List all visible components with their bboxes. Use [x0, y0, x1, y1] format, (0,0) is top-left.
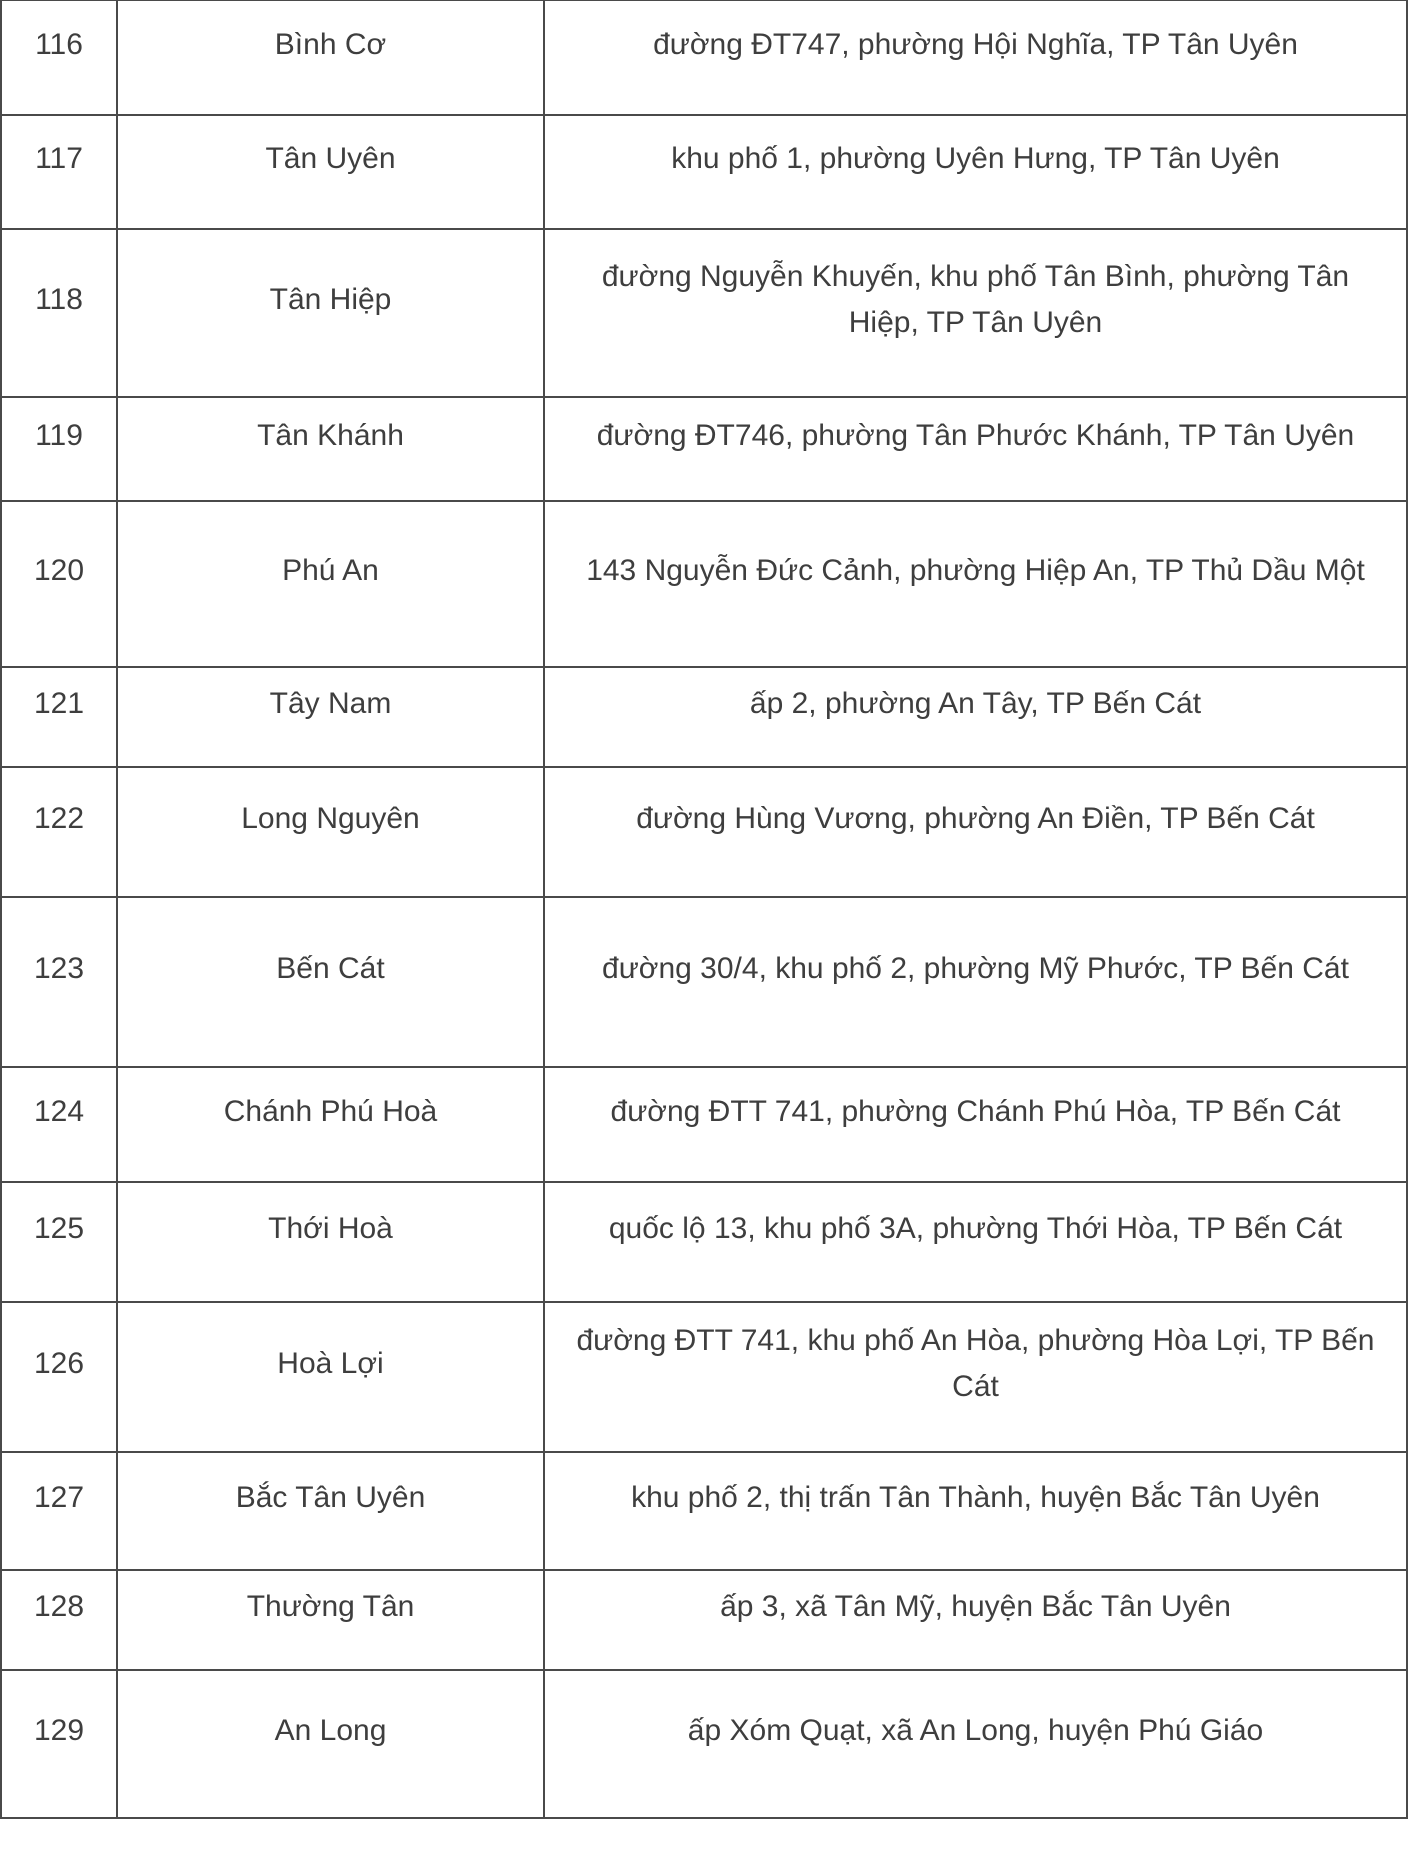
- location-address: đường Hùng Vương, phường An Điền, TP Bến Cát: [544, 767, 1407, 897]
- row-number: 118: [1, 229, 117, 397]
- location-address: đường ĐTT 741, khu phố An Hòa, phường Hòa Lợi, TP Bến Cát: [544, 1302, 1407, 1452]
- location-address: khu phố 2, thị trấn Tân Thành, huyện Bắc Tân Uyên: [544, 1452, 1407, 1570]
- row-number: 120: [1, 501, 117, 667]
- row-number: 121: [1, 667, 117, 767]
- location-address: đường ĐTT 741, phường Chánh Phú Hòa, TP Bến Cát: [544, 1067, 1407, 1182]
- location-address: đường ĐT746, phường Tân Phước Khánh, TP Tân Uyên: [544, 397, 1407, 501]
- table-row: [1, 897, 1407, 1067]
- location-address: 143 Nguyễn Đức Cảnh, phường Hiệp An, TP Thủ Dầu Một: [544, 501, 1407, 667]
- location-address: khu phố 1, phường Uyên Hưng, TP Tân Uyên: [544, 115, 1407, 229]
- table-row: [1, 1067, 1407, 1182]
- row-number: 126: [1, 1302, 117, 1452]
- table-row: [1, 1670, 1407, 1818]
- row-number: 122: [1, 767, 117, 897]
- row-number: 125: [1, 1182, 117, 1302]
- location-name: Chánh Phú Hoà: [117, 1067, 544, 1182]
- location-name: An Long: [117, 1670, 544, 1818]
- location-address: ấp 2, phường An Tây, TP Bến Cát: [544, 667, 1407, 767]
- location-name: Thường Tân: [117, 1570, 544, 1670]
- table-row: [1, 1182, 1407, 1302]
- table-row: [1, 397, 1407, 501]
- location-name: Long Nguyên: [117, 767, 544, 897]
- location-address: đường 30/4, khu phố 2, phường Mỹ Phước, TP Bến Cát: [544, 897, 1407, 1067]
- table-row: [1, 229, 1407, 397]
- table-row: [1, 1452, 1407, 1570]
- table-row: [1, 115, 1407, 229]
- location-address: ấp 3, xã Tân Mỹ, huyện Bắc Tân Uyên: [544, 1570, 1407, 1670]
- location-name: Phú An: [117, 501, 544, 667]
- row-number: 119: [1, 397, 117, 501]
- row-number: 116: [1, 0, 117, 115]
- location-name: Tân Khánh: [117, 397, 544, 501]
- table-row: [1, 1570, 1407, 1670]
- row-number: 117: [1, 115, 117, 229]
- row-number: 128: [1, 1570, 117, 1670]
- location-name: Bình Cơ: [117, 0, 544, 115]
- location-address: quốc lộ 13, khu phố 3A, phường Thới Hòa, TP Bến Cát: [544, 1182, 1407, 1302]
- location-address: đường ĐT747, phường Hội Nghĩa, TP Tân Uyên: [544, 0, 1407, 115]
- table-row: [1, 767, 1407, 897]
- location-name: Tân Uyên: [117, 115, 544, 229]
- location-name: Bến Cát: [117, 897, 544, 1067]
- table-row: [1, 501, 1407, 667]
- location-name: Tây Nam: [117, 667, 544, 767]
- table-row: [1, 667, 1407, 767]
- location-address: đường Nguyễn Khuyến, khu phố Tân Bình, phường Tân Hiệp, TP Tân Uyên: [544, 229, 1407, 397]
- location-name: Bắc Tân Uyên: [117, 1452, 544, 1570]
- row-number: 123: [1, 897, 117, 1067]
- row-number: 127: [1, 1452, 117, 1570]
- table-row: [1, 0, 1407, 115]
- location-address: ấp Xóm Quạt, xã An Long, huyện Phú Giáo: [544, 1670, 1407, 1818]
- row-number: 124: [1, 1067, 117, 1182]
- location-name: Hoà Lợi: [117, 1302, 544, 1452]
- row-number: 129: [1, 1670, 117, 1818]
- location-name: Tân Hiệp: [117, 229, 544, 397]
- table-row: [1, 1302, 1407, 1452]
- location-name: Thới Hoà: [117, 1182, 544, 1302]
